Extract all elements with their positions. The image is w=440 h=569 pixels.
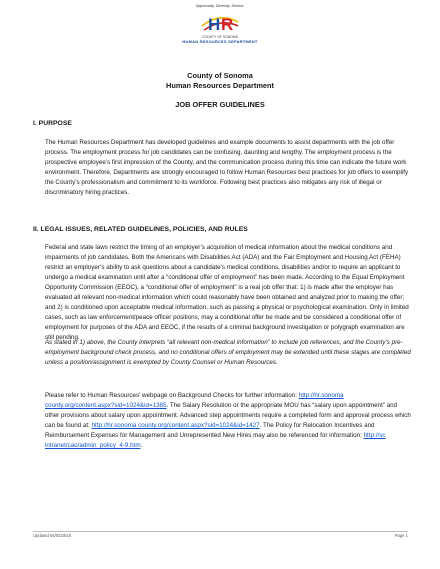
logo-tagline: Opportunity. Diversity. Service. — [195, 4, 245, 8]
logo-department: HUMAN RESOURCES DEPARTMENT — [182, 39, 258, 44]
hr-mark-icon — [200, 10, 240, 34]
department-heading: Human Resources Department — [165, 81, 275, 90]
references-text-1: Please refer to Human Resources’ webpage on Background Checks for further information: — [45, 392, 299, 399]
county-heading: County of Sonoma — [187, 71, 253, 80]
section-heading-purpose: I. PURPOSE — [33, 120, 72, 127]
references-text-3: . The Policy for Relocation Incentives and Reimbursement Expenses for Management and Unrepresented New Hires may also be referenced for information: — [45, 422, 375, 439]
footer-updated: Updated 05/03/2016 — [33, 533, 71, 538]
references-paragraph — [45, 391, 411, 451]
svg-text:R: R — [221, 15, 234, 34]
background-checks-link[interactable]: http://hr.sonoma county.org/content.aspx?sid=1024&id=1385 — [45, 392, 344, 409]
hr-logo — [0, 4, 440, 44]
footer-page-number: Page 1 — [394, 533, 408, 538]
relocation-policy-link[interactable]: http://sc intranet/cao/admin_policy_4-9.htm — [45, 432, 386, 449]
legal-paragraph: Federal and state laws restrict the timing of an employer’s acquisition of medical information about the medical conditions and impairments of job candidates. Both the Americans with Disabilities Act (ADA) and the Fair Employment and Housing Act (FEHA) restrict an employer’s ability to ask questions about a candidate’s medical conditions, disabilities and/or to require an applicant to undergo a medical examination until after a “conditional offer of employment” has been made. According to the Equal Employment Opportunity Commission (EEOC), a “conditional offer of employment” is a real job offer that: 1) is made after the employer has evaluated all relevant non-medical information which could reasonably have been obtained and analyzed prior to making the offer; and 2) is conditioned upon acceptable medical information, such as passing a physical or psychological examination. Only in limited cases, such as law enforcement/peace officer positions, may a conditional offer be made and be considered a conditional offer of employment for purposes of the ADA and EEOC, if the results of a criminal background investigation or polygraph examination are still pending. — [45, 244, 409, 341]
footer-divider — [33, 531, 408, 532]
references-text-2: . The Salary Resolution or the appropriate MOU has “salary upon appointment” and other provisions about salary upon appointment. Advanced step appointments require a completed form and approval process which can be found at: — [45, 402, 411, 429]
document-title: JOB OFFER GUIDELINES — [175, 100, 265, 109]
logo-county: COUNTY OF SONOMA — [202, 35, 238, 39]
advanced-step-link[interactable]: http://hr.sonoma county.org/content.aspx?sid=1024&id=1427 — [91, 422, 260, 429]
svg-text:H: H — [208, 15, 221, 34]
references-text-4: . — [140, 442, 143, 449]
section-heading-legal: II. LEGAL ISSUES, RELATED GUIDELINES, POLICIES, AND RULES — [33, 226, 248, 233]
purpose-paragraph: The Human Resources Department has developed guidelines and example documents to assist departments with the job offer process. The employment process for job candidates can be confusing, daunting and lengthy. The employment process is the prospective employee’s first impression of the County, and the communication process during this time can indicate the future work environment. Therefore, Departments are strongly encouraged to follow Human Resources best practices for job offers to exemplify the County’s professionalism and commitment to its workforce. Following best practices also mitigates any risk of illegal or discriminatory hiring practices. — [45, 139, 409, 196]
italic-note-paragraph: As stated in 1) above, the County interprets “all relevant non-medical information” to include job references, and the County’s pre-employment background check process, and no conditional offers of employment may be extended until these stages are completed unless a position/assignment is exempted by County Counsel or Human Resources. — [45, 339, 411, 366]
